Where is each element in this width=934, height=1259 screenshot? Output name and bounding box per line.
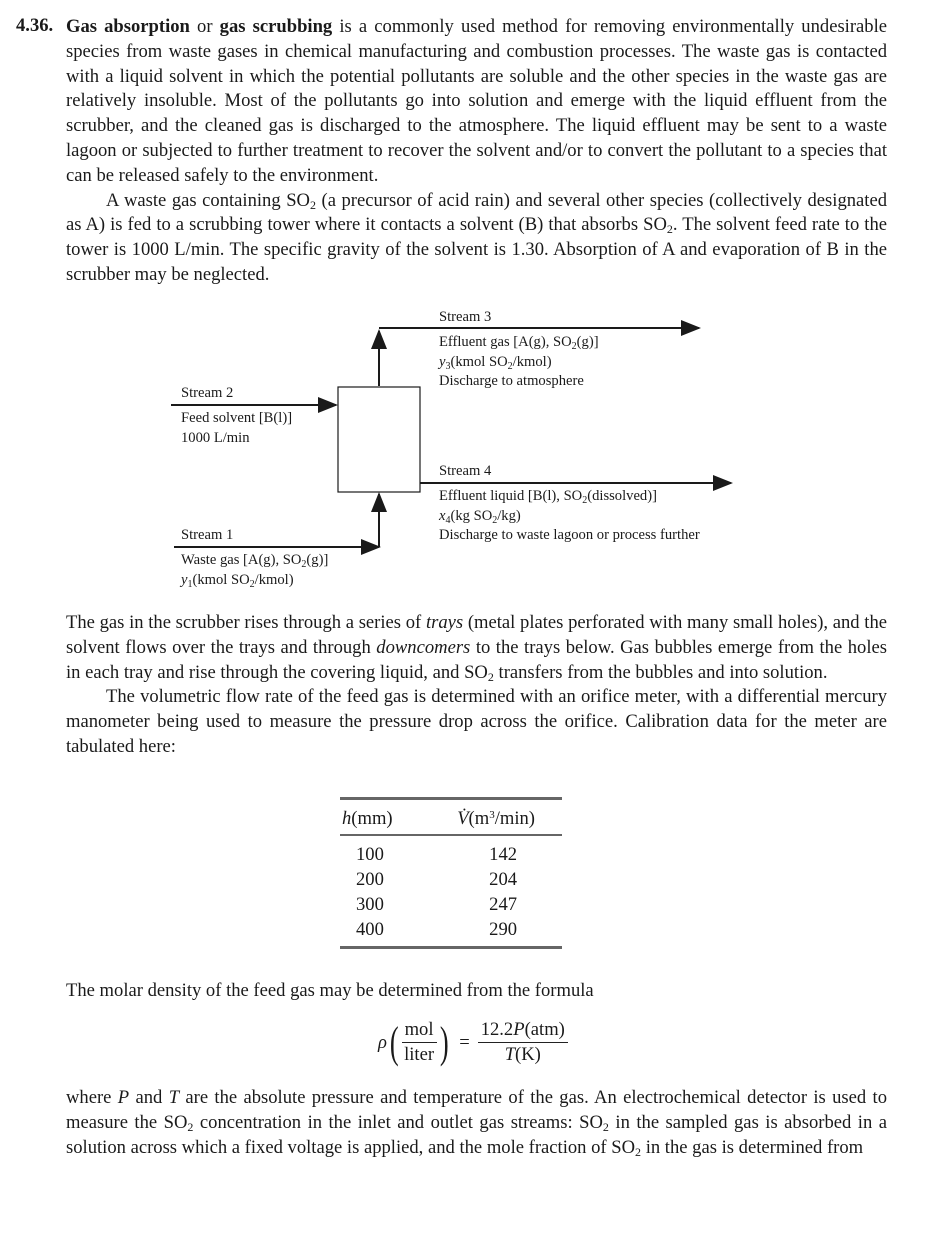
stream4-label bbox=[439, 487, 700, 546]
text-segment: 2 bbox=[187, 1119, 194, 1134]
text-segment: 2 bbox=[666, 222, 673, 237]
table-row: 100 142 bbox=[356, 843, 518, 865]
stream1-desc: Waste gas [A(g), $SO_2(g)$] bbox=[181, 552, 329, 570]
stream2-rate: 1000 L/min bbox=[181, 429, 250, 446]
molar-density-text bbox=[66, 979, 887, 1004]
text-segment: (a precursor of acid rain) and several other species (collectively designated as A) is fed to a scrubbing tower where it contacts a solvent (B) that absorbs SO bbox=[66, 189, 888, 236]
problem-number: 4.36. bbox=[16, 15, 54, 36]
text-segment: concentration in the inlet and outlet gas streams: SO bbox=[193, 1111, 603, 1133]
text-segment: 2 bbox=[602, 1119, 609, 1134]
calibration-table bbox=[340, 797, 562, 949]
stream3-title: Stream 3 bbox=[439, 309, 492, 325]
text-segment: where bbox=[66, 1087, 118, 1108]
unit-fraction: $\frac{\text{mol}}{\text{liter}}$ bbox=[402, 1018, 437, 1067]
text-segment: is a commonly used method for removing environmentally undesirable species from waste gases in chemical manufacturing and combustion processes. The waste gas is contacted with a liquid solvent in which the potential pollutants are soluble and the other species in the waste gas are relatively insoluble. Most of the pollutants go into solution and emerge with the liquid effluent from the scrubber, and the cleaned gas is discharged to the atmosphere. The liquid effluent may be sent to a waste lagoon or subjected to further treatment to recover the solvent and/or to convert the pollutant to a species that can be released safely to the environment. bbox=[66, 16, 888, 186]
stream2-label bbox=[181, 409, 292, 448]
text-segment: A waste gas containing SO bbox=[106, 189, 310, 211]
stream3-label bbox=[439, 333, 599, 392]
text-segment: (metal plates perforated with many small holes), and the solvent flows over the trays and through bbox=[66, 612, 888, 658]
stream3-var: $y_3(kmol$ $SO_2/kmol$) bbox=[439, 353, 552, 372]
text-segment: The molar density of the feed gas may be determined from the formula bbox=[66, 980, 594, 1001]
table-row: 300 247 bbox=[356, 893, 518, 915]
stream1-var: $y_1(kmol$ $SO_2/kmol$) bbox=[181, 571, 294, 590]
text-segment: Gas absorption bbox=[66, 16, 190, 37]
text-segment: are the absolute pressure and temperature of the gas. An electrochemical detector is used to measure the SO bbox=[66, 1087, 888, 1133]
scrubber-tower bbox=[338, 387, 420, 492]
detector-text bbox=[66, 1086, 887, 1160]
stream1-label bbox=[181, 551, 328, 590]
trays-text bbox=[66, 611, 887, 760]
text-segment: T bbox=[168, 1087, 180, 1108]
text-segment: to the trays below. Gas bubbles emerge from the holes in each tray and rise through the covering liquid, and SO bbox=[66, 636, 887, 683]
paragraph-orifice bbox=[66, 685, 887, 759]
text-segment: in the gas is determined from bbox=[641, 1136, 864, 1158]
paragraph-molar-density bbox=[66, 979, 887, 1004]
molar-density-formula: ρ ( $\frac{\text{mol}}{\text{liter}}$ ) = $\frac{\text{12.2P(atm)}}{T(K)}$ bbox=[378, 1018, 568, 1067]
stream3-desc: Effluent gas [A(g), $SO_2(g)$] bbox=[439, 334, 599, 352]
col-header-h: h(mm) bbox=[340, 799, 428, 836]
stream2-title: Stream 2 bbox=[181, 385, 234, 401]
text-segment: 2 bbox=[487, 669, 494, 684]
text-segment: 2 bbox=[635, 1144, 642, 1159]
stream2-desc: Feed solvent [B(l)] bbox=[181, 410, 293, 426]
text-segment: transfers from the bubbles and into solution. bbox=[493, 661, 828, 683]
paragraph-trays bbox=[66, 611, 887, 685]
col-header-v: $V̇(m^3/\min)$ bbox=[428, 799, 562, 836]
text-segment: P bbox=[117, 1087, 130, 1108]
text-segment: and bbox=[129, 1087, 169, 1108]
text-segment: downcomers bbox=[376, 636, 471, 658]
text-segment: or bbox=[189, 16, 220, 37]
stream4-var: $x_4(kg$ $SO_2/kg$) bbox=[439, 507, 521, 526]
text-segment: The volumetric flow rate of the feed gas is determined with an orifice meter, with a differential mercury manometer being used to measure the pressure drop across the orifice. Calibration data for the meter are tabulated here: bbox=[66, 686, 887, 757]
table-row: 400 290 bbox=[356, 918, 518, 940]
stream3-destination: Discharge to atmosphere bbox=[439, 373, 584, 389]
text-segment: The gas in the scrubber rises through a series of bbox=[66, 612, 426, 633]
stream1-title: Stream 1 bbox=[181, 527, 234, 543]
table-row: 200 204 bbox=[356, 868, 518, 890]
equals-sign: = bbox=[459, 1031, 470, 1053]
stream4-destination: Discharge to waste lagoon or process further bbox=[439, 527, 700, 543]
stream4-title: Stream 4 bbox=[439, 463, 492, 479]
text-segment: trays bbox=[425, 612, 464, 633]
text-segment: gas scrubbing bbox=[219, 16, 333, 37]
rhs-fraction: $\frac{\text{12.2P(atm)}}{T(K)}$ bbox=[478, 1018, 568, 1067]
rho-symbol: ρ bbox=[378, 1031, 387, 1053]
stream4-desc: Effluent liquid [B(l), $SO_2(dissolved)$] bbox=[439, 488, 657, 506]
text-segment: 2 bbox=[309, 197, 316, 212]
text-segment: in the sampled gas is absorbed in a solution across which a fixed voltage is applied, and the mole fraction of SO bbox=[66, 1111, 887, 1158]
paragraph-detector bbox=[66, 1086, 887, 1160]
text-segment: . The solvent feed rate to the tower is 1000 L/min. The specific gravity of the solvent is 1.30. Absorption of A and evaporation of B in the scrubber may be neglected. bbox=[66, 214, 887, 285]
